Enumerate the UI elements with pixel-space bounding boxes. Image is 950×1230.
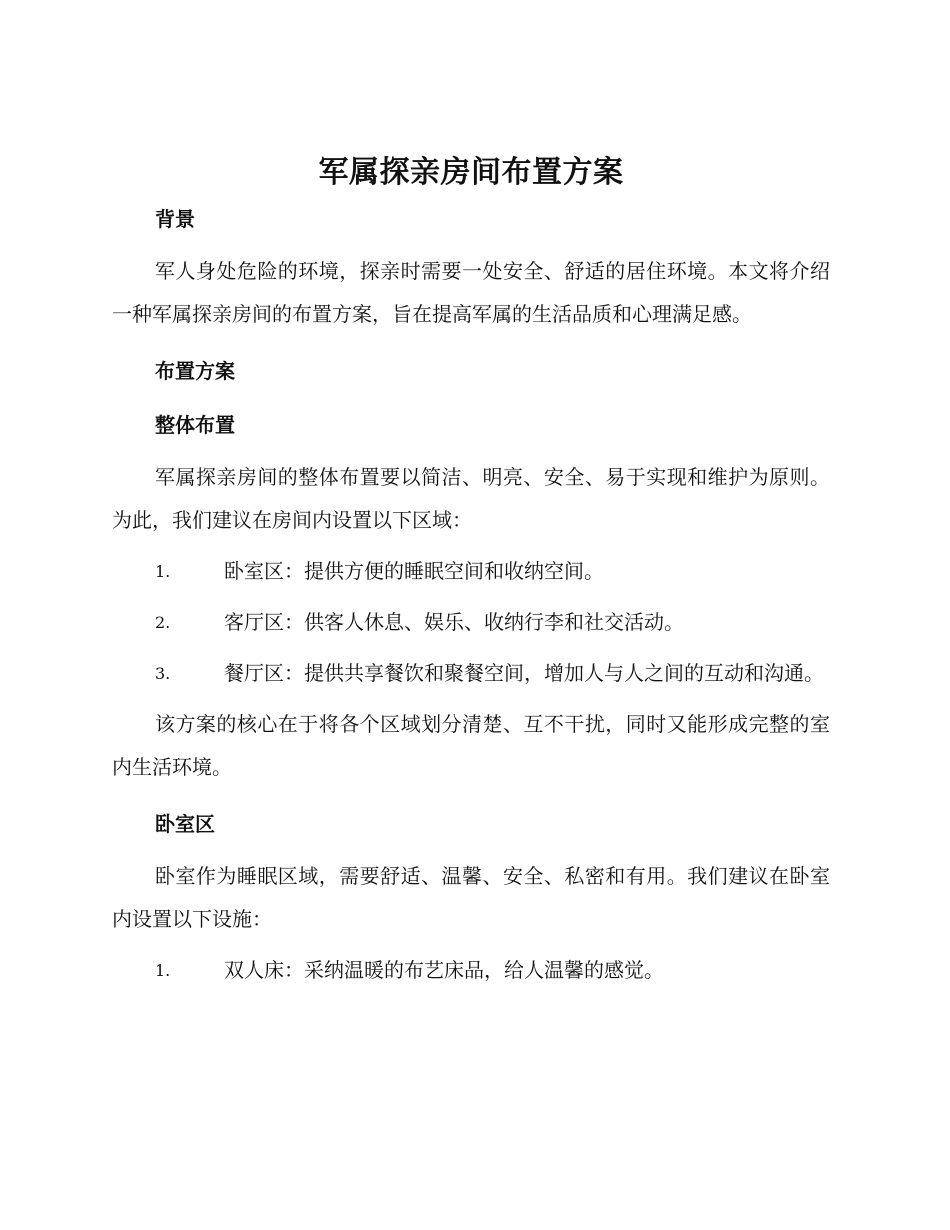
overall-conclusion-paragraph: 该方案的核心在于将各个区域划分清楚、互不干扰，同时又能形成完整的室内生活环境。: [112, 712, 830, 779]
list-number: 2.: [155, 613, 171, 632]
document-title: 军属探亲房间布置方案: [318, 155, 624, 190]
overall-list-item-living-room: [112, 601, 830, 644]
spacer: [112, 593, 830, 601]
overall-paragraph: 军属探亲房间的整体布置要以简洁、明亮、安全、易于实现和维护为原则。为此，我们建议在房间内设置以下区域：: [112, 465, 830, 532]
bedroom-paragraph: 卧室作为睡眠区域，需要舒适、温馨、安全、私密和有用。我们建议在卧室内设置以下设施：: [112, 864, 830, 931]
spacer: [112, 789, 830, 801]
list-number: 1.: [155, 562, 171, 581]
list-item-text: 客厅区：供客人休息、娱乐、收纳行李和社交活动。: [224, 610, 684, 634]
spacer: [112, 644, 830, 652]
spacer: [112, 847, 830, 855]
list-item-text: 卧室区：提供方便的睡眠空间和收纳空间。: [224, 559, 604, 583]
spacer: [112, 242, 830, 250]
list-number: 1.: [155, 961, 171, 980]
list-item-text: 餐厅区：提供共享餐饮和聚餐空间，增加人与人之间的互动和沟通。: [224, 661, 824, 685]
spacer: [112, 542, 830, 550]
overall-list-item-dining-room: [112, 652, 830, 695]
bedroom-list-item-double-bed: [112, 949, 830, 992]
section-heading-bedroom: 卧室区: [155, 812, 215, 836]
section-heading-plan: 布置方案: [155, 359, 235, 383]
spacer: [112, 941, 830, 949]
list-item-text: 双人床：采纳温暖的布艺床品，给人温馨的感觉。: [224, 958, 664, 982]
background-paragraph: 军人身处危险的环境，探亲时需要一处安全、舒适的居住环境。本文将介绍一种军属探亲房间的布置方案，旨在提高军属的生活品质和心理满足感。: [112, 259, 830, 326]
section-heading-background: 背景: [155, 207, 195, 231]
list-number: 3.: [155, 664, 171, 683]
document-page: [112, 150, 830, 992]
spacer: [112, 336, 830, 348]
section-heading-overall: 整体布置: [155, 413, 235, 437]
spacer: [112, 394, 830, 402]
spacer: [112, 448, 830, 456]
spacer: [112, 695, 830, 703]
overall-list-item-bedroom: [112, 550, 830, 593]
